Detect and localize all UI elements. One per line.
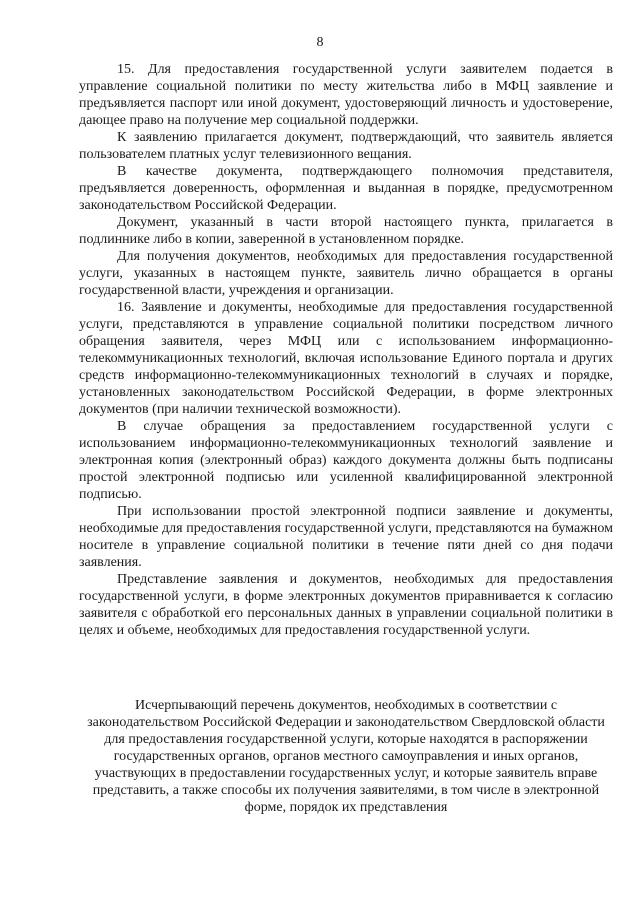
paragraph-simple-signature-paper: При использовании простой электронной подписи заявление и документы, необходимые для предоставления государственной услуги, представляются на бумажном носителе в управление социальной политики в течение пяти дней со дня подачи заявления. bbox=[79, 504, 613, 570]
section-heading: Исчерпывающий перечень документов, необходимых в соответствии с законодательством Российской Федерации и законодательством Свердловской области для предоставления государственной услуги, которые находятся в распоряжении государственных органов, органов местного самоуправления и иных органов, участвующих в предоставлении государственных услуг, и которые заявитель вправе представить, а также способы их получения заявителями, в том числе в электронной форме, порядок их представления bbox=[87, 698, 605, 815]
paragraph-attached-document: К заявлению прилагается документ, подтверждающий, что заявитель является пользователем платных услуг телевизионного вещания. bbox=[79, 130, 613, 162]
paragraph-electronic-signature: В случае обращения за предоставлением государственной услуги с использованием информационно-телекоммуникационных технологий заявление и электронная копия (электронный образ) каждого документа должны быть подписаны простой электронной подписью или усиленной квалифицированной электронной подписью. bbox=[79, 419, 613, 502]
paragraph-representative-authority: В качестве документа, подтверждающего полномочия представителя, предъявляется доверенность, оформленная и выданная в порядке, предусмотренном законодательством Российской Федерации. bbox=[79, 164, 613, 213]
paragraph-16-submission-methods: 16. Заявление и документы, необходимые для предоставления государственной услуги, представляются в управление социальной политики посредством личного обращения заявителя, через МФЦ или с использованием информационно-телекоммуникационных технологий, включая использование Единого портала и других средств информационно-телекоммуникационных технологий в случаях и порядке, установленных законодательством Российской Федерации, в форме электронных документов (при наличии технической возможности). bbox=[79, 300, 613, 417]
paragraph-obtaining-documents: Для получения документов, необходимых для предоставления государственной услуги, указанных в настоящем пункте, заявитель лично обращается в органы государственной власти, учреждения и организации. bbox=[79, 249, 613, 298]
paragraph-original-or-copy: Документ, указанный в части второй настоящего пункта, прилагается в подлиннике либо в копии, заверенной в установленном порядке. bbox=[79, 215, 613, 247]
document-body bbox=[79, 61, 613, 639]
paragraph-personal-data-consent: Представление заявления и документов, необходимых для предоставления государственной услуги, в форме электронных документов приравнивается к согласию заявителя с обработкой его персональных данных в управлении социальной политики в целях и объеме, необходимых для предоставления государственной услуги. bbox=[79, 572, 613, 638]
page-number: 8 bbox=[316, 35, 324, 50]
paragraph-15-application: 15. Для предоставления государственной услуги заявителем подается в управление социальной политики по месту жительства либо в МФЦ заявление и предъявляется паспорт или иной документ, удостоверяющий личность и удостоверение, дающее право на получение мер социальной поддержки. bbox=[79, 62, 613, 128]
